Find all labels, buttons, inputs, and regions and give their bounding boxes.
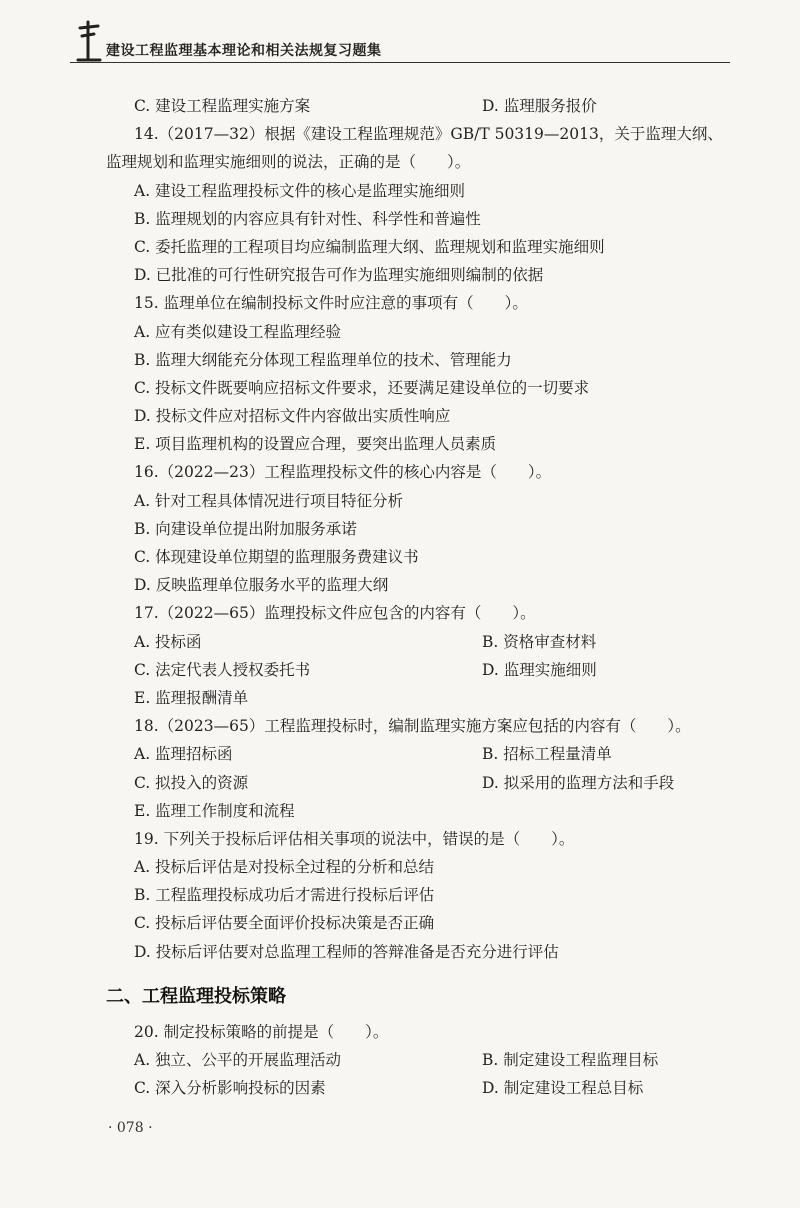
- header-title: 建设工程监理基本理论和相关法规复习题集: [106, 43, 382, 59]
- line-text: E. 项目监理机构的设置应合理，要突出监理人员素质: [134, 435, 497, 454]
- text-line: [112, 543, 732, 571]
- text-line: [112, 628, 732, 656]
- line-text: 17.（2022—65）监理投标文件应包含的内容有（ ）。: [134, 604, 536, 623]
- line-text: 19. 下列关于投标后评估相关事项的说法中，错误的是（ ）。: [134, 829, 575, 848]
- text-line: [112, 205, 732, 233]
- line-text: A. 建设工程监理投标文件的核心是监理实施细则: [134, 181, 466, 200]
- text-line: [112, 656, 732, 684]
- option-right: B. 资格审查材料: [482, 632, 597, 651]
- text-line: [112, 487, 732, 515]
- text-line: [112, 825, 732, 853]
- text-line: [112, 120, 732, 148]
- option-right: D. 制定建设工程总目标: [482, 1079, 644, 1098]
- option-right: D. 监理实施细则: [482, 660, 597, 679]
- header-rule: [70, 62, 730, 63]
- text-line: [112, 571, 732, 599]
- text-line: [112, 458, 732, 486]
- text-line: [112, 346, 732, 374]
- question-list: [106, 92, 732, 966]
- line-text: 监理规划和监理实施细则的说法，正确的是（ ）。: [106, 153, 471, 172]
- text-line: [112, 289, 732, 317]
- line-text: D. 投标文件应对招标文件内容做出实质性响应: [134, 407, 451, 426]
- text-line: [112, 261, 732, 289]
- text-line: [112, 374, 732, 402]
- text-line: [112, 430, 732, 458]
- line-text: A. 投标函: [134, 632, 202, 651]
- text-line: [112, 1074, 732, 1102]
- text-line: [112, 769, 732, 797]
- text-line: [112, 740, 732, 768]
- line-text: C. 委托监理的工程项目均应编制监理大纲、监理规划和监理实施细则: [134, 237, 605, 256]
- page-header: [70, 18, 730, 66]
- line-text: 14.（2017—32）根据《建设工程监理规范》GB/T 50319—2013，关于监理大纲、: [134, 125, 723, 144]
- line-text: C. 体现建设单位期望的监理服务费建议书: [134, 548, 419, 566]
- text-line: [112, 797, 732, 825]
- line-text: D. 反映监理单位服务水平的监理大纲: [134, 576, 389, 595]
- line-text: C. 建设工程监理实施方案: [134, 97, 311, 115]
- text-line: [106, 148, 732, 176]
- line-text: D. 投标后评估要对总监理工程师的答辩准备是否充分进行评估: [134, 942, 559, 961]
- text-line: [112, 233, 732, 261]
- line-text: 18.（2023—65）工程监理投标时，编制监理实施方案应包括的内容有（ ）。: [134, 717, 691, 736]
- text-line: [112, 712, 732, 740]
- text-line: [112, 853, 732, 881]
- line-text: C. 法定代表人授权委托书: [134, 660, 311, 679]
- option-right: D. 拟采用的监理方法和手段: [482, 773, 675, 792]
- text-line: [112, 177, 732, 205]
- text-line: [112, 1046, 732, 1074]
- text-line: [112, 938, 732, 966]
- option-right: B. 制定建设工程监理目标: [482, 1051, 659, 1070]
- line-text: E. 监理工作制度和流程: [134, 801, 295, 820]
- line-text: B. 向建设单位提出附加服务承诺: [134, 519, 357, 538]
- book-logo-icon: [74, 20, 104, 64]
- line-text: 20. 制定投标策略的前提是（ ）。: [134, 1023, 389, 1041]
- line-text: C. 拟投入的资源: [134, 773, 249, 792]
- option-right: D. 监理服务报价: [482, 97, 597, 115]
- line-text: A. 针对工程具体情况进行项目特征分析: [134, 491, 404, 510]
- line-text: A. 投标后评估是对投标全过程的分析和总结: [134, 858, 435, 877]
- line-text: A. 独立、公平的开展监理活动: [134, 1051, 342, 1070]
- line-text: C. 深入分析影响投标的因素: [134, 1079, 326, 1098]
- text-line: [112, 318, 732, 346]
- line-text: C. 投标文件既要响应招标文件要求，还要满足建设单位的一切要求: [134, 378, 590, 397]
- line-text: A. 监理招标函: [134, 745, 233, 764]
- text-line: [112, 402, 732, 430]
- text-line: [112, 1018, 732, 1046]
- line-text: C. 投标后评估要全面评价投标决策是否正确: [134, 914, 435, 933]
- text-line: [112, 515, 732, 543]
- line-text: 16.（2022—23）工程监理投标文件的核心内容是（ ）。: [134, 463, 552, 482]
- text-line: [112, 909, 732, 937]
- line-text: B. 监理大纲能充分体现工程监理单位的技术、管理能力: [134, 350, 512, 369]
- question-list-2: [112, 1018, 732, 1103]
- option-right: B. 招标工程量清单: [482, 745, 612, 764]
- line-text: 15. 监理单位在编制投标文件时应注意的事项有（ ）。: [134, 294, 528, 313]
- line-text: B. 工程监理投标成功后才需进行投标后评估: [134, 886, 435, 905]
- line-text: E. 监理报酬清单: [134, 688, 249, 707]
- line-text: A. 应有类似建设工程监理经验: [134, 322, 342, 341]
- text-line: [112, 684, 732, 712]
- page-number: · 078 ·: [108, 1120, 153, 1136]
- line-text: B. 监理规划的内容应具有针对性、科学性和普遍性: [134, 209, 481, 228]
- text-line: [112, 92, 732, 120]
- section-heading: 二、工程监理投标策略: [106, 986, 286, 1007]
- text-line: [112, 599, 732, 627]
- line-text: D. 已批准的可行性研究报告可作为监理实施细则编制的依据: [134, 266, 544, 285]
- text-line: [112, 881, 732, 909]
